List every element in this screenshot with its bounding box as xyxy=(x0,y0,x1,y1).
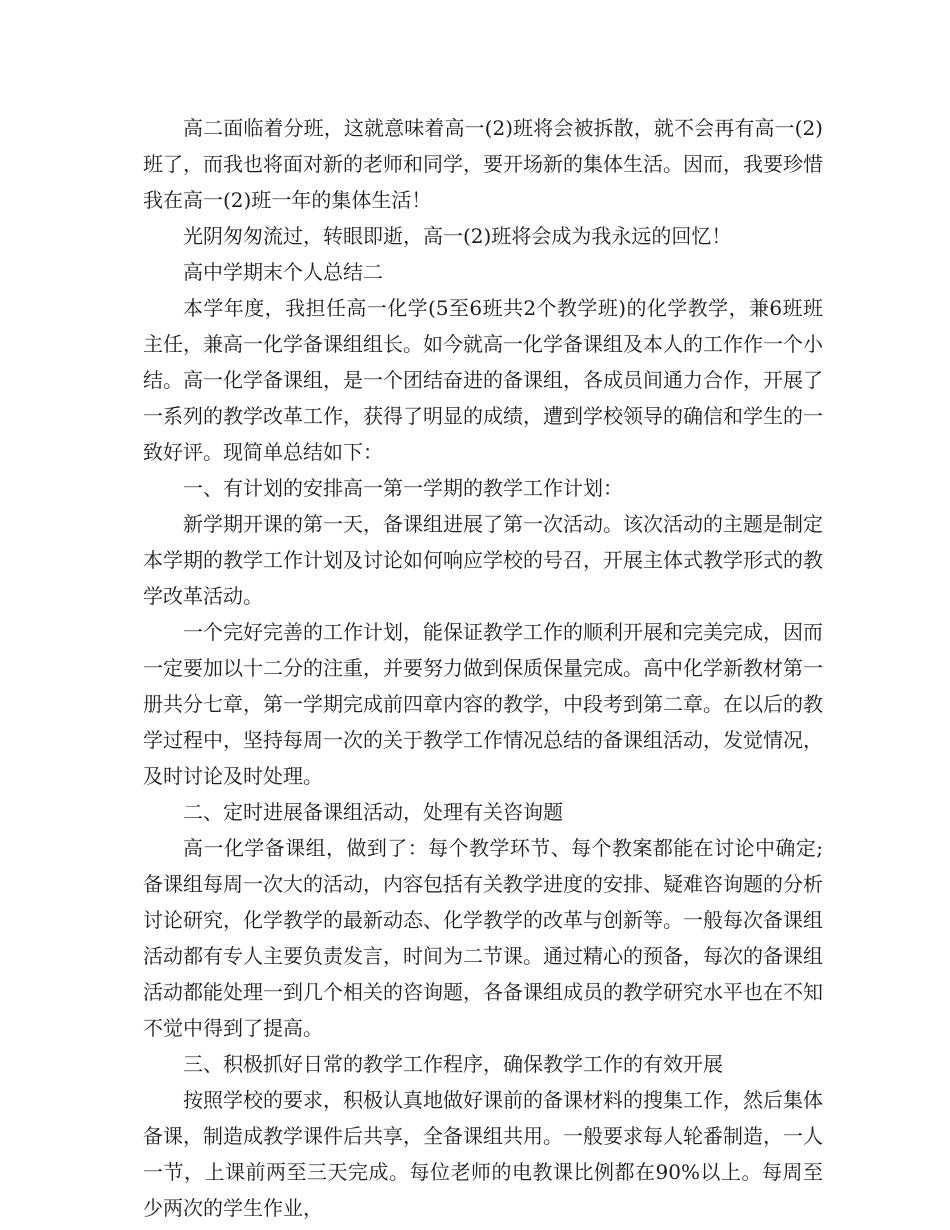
paragraph-work-plan: 一个完好完善的工作计划，能保证教学工作的顺利开展和完美完成，因而一定要加以十二分的注重，并要努力做到保质保量完成。高中化学新教材第一册共分七章，第一学期完成前四章内容的教学，中段考到第二章。在以后的教学过程中，坚持每周一次的关于教学工作情况总结的备课组活动，发觉情况，及时讨论及时处理。 xyxy=(143,620,823,788)
document-body xyxy=(143,110,823,1226)
paragraph-class-separation: 高二面临着分班，这就意味着高一(2)班将会被拆散，就不会再有高一(2)班了，而我也将面对新的老师和同学，要开场新的集体生活。因而，我要珍惜我在高一(2)班一年的集体生活！ xyxy=(143,116,823,212)
paragraph-daily-work: 按照学校的要求，积极认真地做好课前的备课材料的搜集工作，然后集体备课，制造成教学课件后共享，全备课组共用。一般要求每人轮番制造，一人一节，上课前两至三天完成。每位老师的电教课比例都在90%以上。每周至少两次的学生作业， xyxy=(143,1088,823,1220)
paragraph-memory: 光阴匆匆流过，转眼即逝，高一(2)班将会成为我永远的回忆！ xyxy=(183,224,732,248)
section-title-summary-two: 高中学期末个人总结二 xyxy=(183,260,383,284)
paragraph-intro: 本学年度，我担任高一化学(5至6班共2个教学班)的化学教学，兼6班班主任，兼高一化学备课组组长。如今就高一化学备课组及本人的工作作一个小结。高一化学备课组，是一个团结奋进的备课组，各成员间通力合作，开展了一系列的教学改革工作，获得了明显的成绩，遭到学校领导的确信和学生的一致好评。现简单总结如下： xyxy=(143,296,823,464)
heading-section-two: 二、定时进展备课组活动，处理有关咨询题 xyxy=(183,800,563,824)
paragraph-first-activity: 新学期开课的第一天，备课组进展了第一次活动。该次活动的主题是制定本学期的教学工作计划及讨论如何响应学校的号召，开展主体式教学形式的教学改革活动。 xyxy=(143,512,823,608)
heading-section-one: 一、有计划的安排高一第一学期的教学工作计划： xyxy=(183,476,623,500)
heading-section-three: 三、积极抓好日常的教学工作程序，确保教学工作的有效开展 xyxy=(183,1052,723,1076)
paragraph-group-activity: 高一化学备课组，做到了：每个教学环节、每个教案都能在讨论中确定;备课组每周一次大的活动，内容包括有关教学进度的安排、疑难咨询题的分析讨论研究，化学教学的最新动态、化学教学的改革与创新等。一般每次备课组活动都有专人主要负责发言，时间为二节课。通过精心的预备，每次的备课组活动都能处理一到几个相关的咨询题，各备课组成员的教学研究水平也在不知不觉中得到了提高。 xyxy=(143,836,823,1040)
